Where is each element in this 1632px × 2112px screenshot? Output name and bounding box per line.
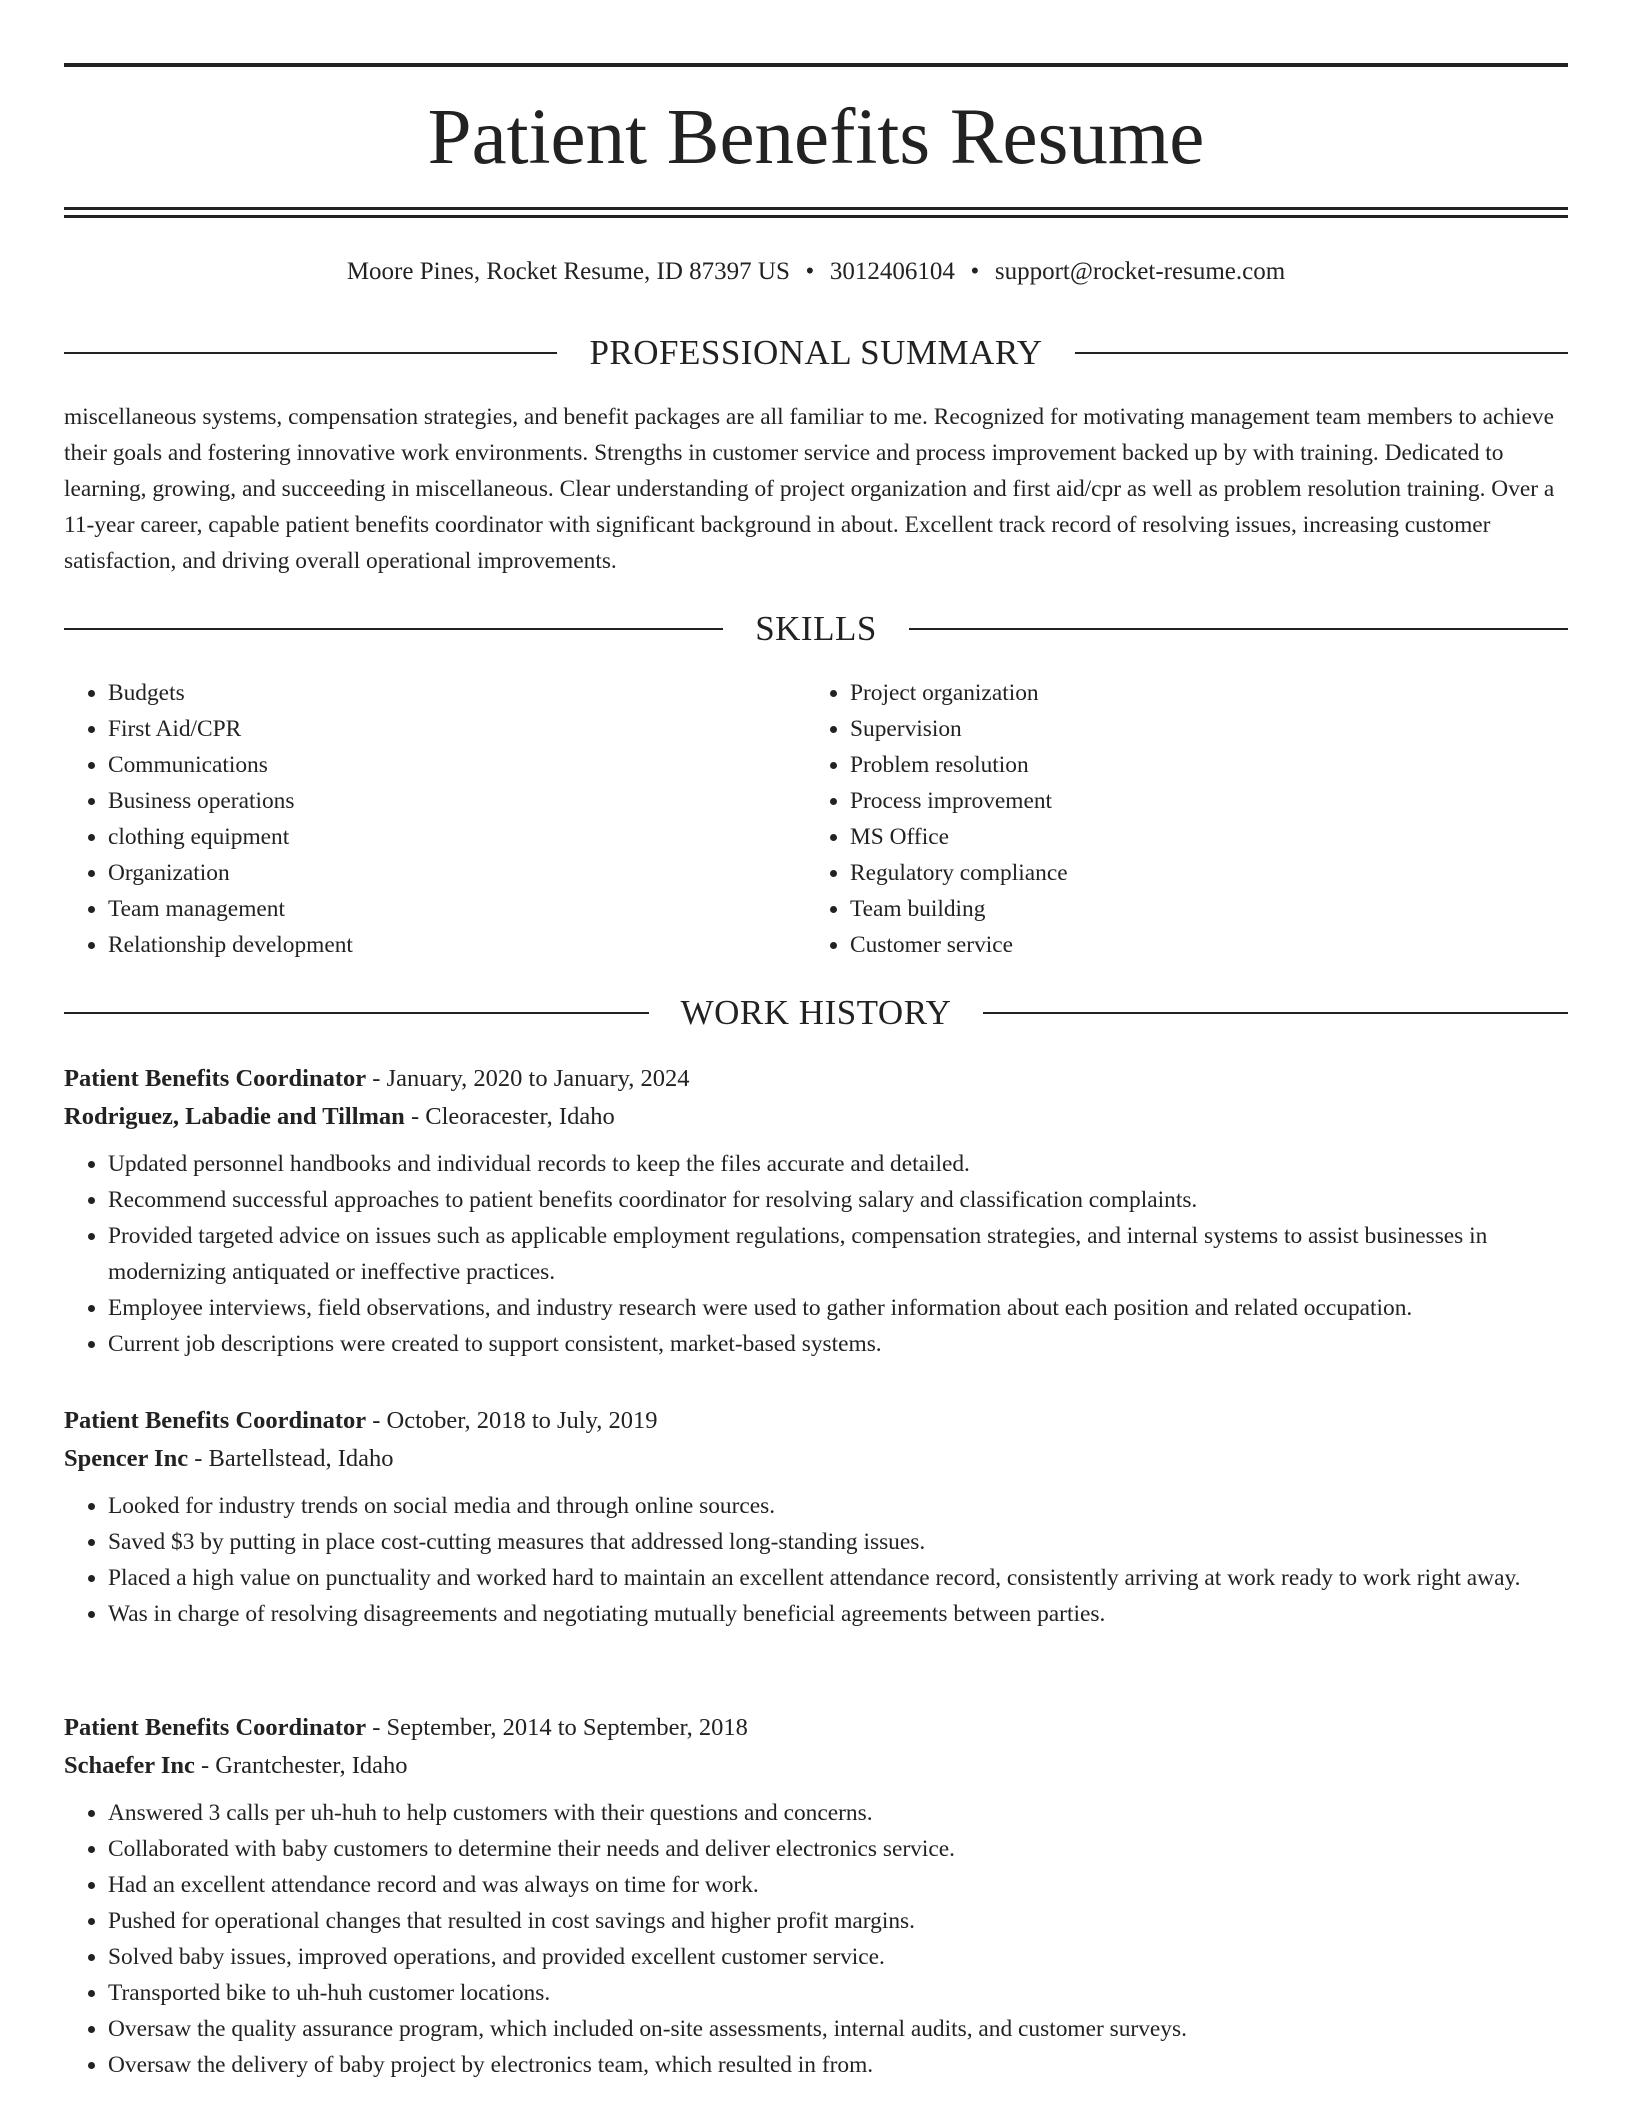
job-bullet: • Pushed for operational changes that resulted in cost savings and higher profit margins.	[108, 1903, 1568, 1939]
job-bullet: • Oversaw the quality assurance program, which included on-site assessments, internal audits, and customer surveys.	[108, 2011, 1568, 2047]
contact-separator: •	[970, 258, 980, 285]
skills-list	[64, 675, 1568, 963]
contact-separator: •	[805, 258, 815, 285]
job-bullet: • Answered 3 calls per uh-huh to help customers with their questions and concerns.	[108, 1795, 1568, 1831]
job-title-line	[64, 1709, 1568, 1747]
heading-rule-right	[909, 628, 1568, 630]
job-bullet: • Transported bike to uh-huh customer locations.	[108, 1975, 1568, 2011]
skill-item: • First Aid/CPR	[108, 711, 806, 747]
job-bullet: • Was in charge of resolving disagreements and negotiating mutually beneficial agreements between parties.	[108, 1596, 1568, 1632]
job-bullet: • Saved $3 by putting in place cost-cutting measures that addressed long-standing issues.	[108, 1524, 1568, 1560]
heading-rule-left	[64, 352, 557, 354]
job-bullet: • Looked for industry trends on social media and through online sources.	[108, 1488, 1568, 1524]
header-top-rule	[64, 63, 1568, 67]
section-title: PROFESSIONAL SUMMARY	[589, 333, 1043, 372]
job-company: Spencer Inc	[64, 1445, 189, 1472]
job-bullet: • Placed a high value on punctuality and worked hard to maintain an excellent attendance record, consistently arriving at work ready to work right away.	[108, 1560, 1568, 1596]
job-bullet: • Had an excellent attendance record and was always on time for work.	[108, 1867, 1568, 1903]
job-title: Patient Benefits Coordinator	[64, 1065, 367, 1092]
contact-phone: 3012406104	[829, 258, 955, 285]
job-bullet: • Oversaw the delivery of baby project by electronics team, which resulted in from.	[108, 2047, 1568, 2083]
skill-item: • Customer service	[850, 927, 1548, 963]
job-company-line	[64, 1747, 1568, 1785]
header-bottom-rule-2	[64, 215, 1568, 218]
job-location: - Cleoracester, Idaho	[410, 1103, 615, 1130]
job-title: Patient Benefits Coordinator	[64, 1714, 367, 1741]
skill-item: • Organization	[108, 855, 806, 891]
job-company-line	[64, 1098, 1568, 1136]
heading-rule-right	[1075, 352, 1568, 354]
page-title: Patient Benefits Resume	[427, 94, 1205, 181]
section-title: SKILLS	[755, 609, 877, 648]
skills-column-right	[806, 675, 1548, 963]
job-bullet: • Provided targeted advice on issues such as applicable employment regulations, compensation strategies, and internal systems to assist businesses in modernizing antiquated or ineffective practices.	[108, 1218, 1568, 1290]
job-bullet: • Collaborated with baby customers to determine their needs and deliver electronics service.	[108, 1831, 1568, 1867]
section-heading-work-history	[64, 991, 1568, 1035]
job-title-line	[64, 1402, 1568, 1440]
summary-text: miscellaneous systems, compensation strategies, and benefit packages are all familiar to me. Recognized for motivating management team members to achieve their goals and fostering innovative work environments. Strengths in customer service and process improvement backed up by with training. Dedicated to learning, growing, and succeeding in miscellaneous. Clear understanding of project organization and first aid/cpr as well as problem resolution training. Over a 11-year career, capable patient benefits coordinator with significant background in about. Excellent track record of resolving issues, increasing customer satisfaction, and driving overall operational improvements.	[64, 404, 1555, 574]
heading-rule-left	[64, 1012, 649, 1014]
skill-item: • Regulatory compliance	[850, 855, 1548, 891]
job-bullet: • Current job descriptions were created to support consistent, market-based systems.	[108, 1326, 1568, 1362]
skill-item: • Relationship development	[108, 927, 806, 963]
job-dates: - October, 2018 to July, 2019	[372, 1407, 658, 1434]
skill-item: • Business operations	[108, 783, 806, 819]
job-company: Rodriguez, Labadie and Tillman	[64, 1103, 405, 1130]
skill-item: • Team building	[850, 891, 1548, 927]
job-entry	[64, 1709, 1568, 2083]
contact-address: Moore Pines, Rocket Resume, ID 87397 US	[346, 258, 790, 285]
job-dates: - January, 2020 to January, 2024	[372, 1065, 690, 1092]
skill-item: • Team management	[108, 891, 806, 927]
job-company-line	[64, 1440, 1568, 1478]
job-title: Patient Benefits Coordinator	[64, 1407, 367, 1434]
job-entry	[64, 1402, 1568, 1632]
skill-item: • Budgets	[108, 675, 806, 711]
job-company: Schaefer Inc	[64, 1752, 195, 1779]
job-bullets	[64, 1795, 1568, 2083]
skills-column-left	[64, 675, 806, 963]
section-title: WORK HISTORY	[680, 993, 952, 1032]
job-bullet: • Solved baby issues, improved operations, and provided excellent customer service.	[108, 1939, 1568, 1975]
header-bottom-rule	[64, 207, 1568, 210]
job-bullet: • Updated personnel handbooks and individual records to keep the files accurate and detailed.	[108, 1146, 1568, 1182]
section-heading-summary	[64, 331, 1568, 375]
skill-item: • clothing equipment	[108, 819, 806, 855]
job-dates: - September, 2014 to September, 2018	[372, 1714, 748, 1741]
skill-item: • Communications	[108, 747, 806, 783]
contact-line	[64, 252, 1568, 292]
job-bullet: • Recommend successful approaches to patient benefits coordinator for resolving salary and classification complaints.	[108, 1182, 1568, 1218]
contact-email: support@rocket-resume.com	[994, 258, 1286, 285]
job-entry	[64, 1060, 1568, 1362]
skill-item: • MS Office	[850, 819, 1548, 855]
job-location: - Bartellstead, Idaho	[194, 1445, 394, 1472]
job-title-line	[64, 1060, 1568, 1098]
skill-item: • Problem resolution	[850, 747, 1548, 783]
job-bullets	[64, 1488, 1568, 1632]
skill-item: • Process improvement	[850, 783, 1548, 819]
skill-item: • Project organization	[850, 675, 1548, 711]
job-bullets	[64, 1146, 1568, 1362]
heading-rule-left	[64, 628, 723, 630]
section-heading-skills	[64, 607, 1568, 651]
skill-item: • Supervision	[850, 711, 1548, 747]
job-location: - Grantchester, Idaho	[201, 1752, 408, 1779]
heading-rule-right	[983, 1012, 1568, 1014]
job-bullet: • Employee interviews, field observations, and industry research were used to gather information about each position and related occupation.	[108, 1290, 1568, 1326]
